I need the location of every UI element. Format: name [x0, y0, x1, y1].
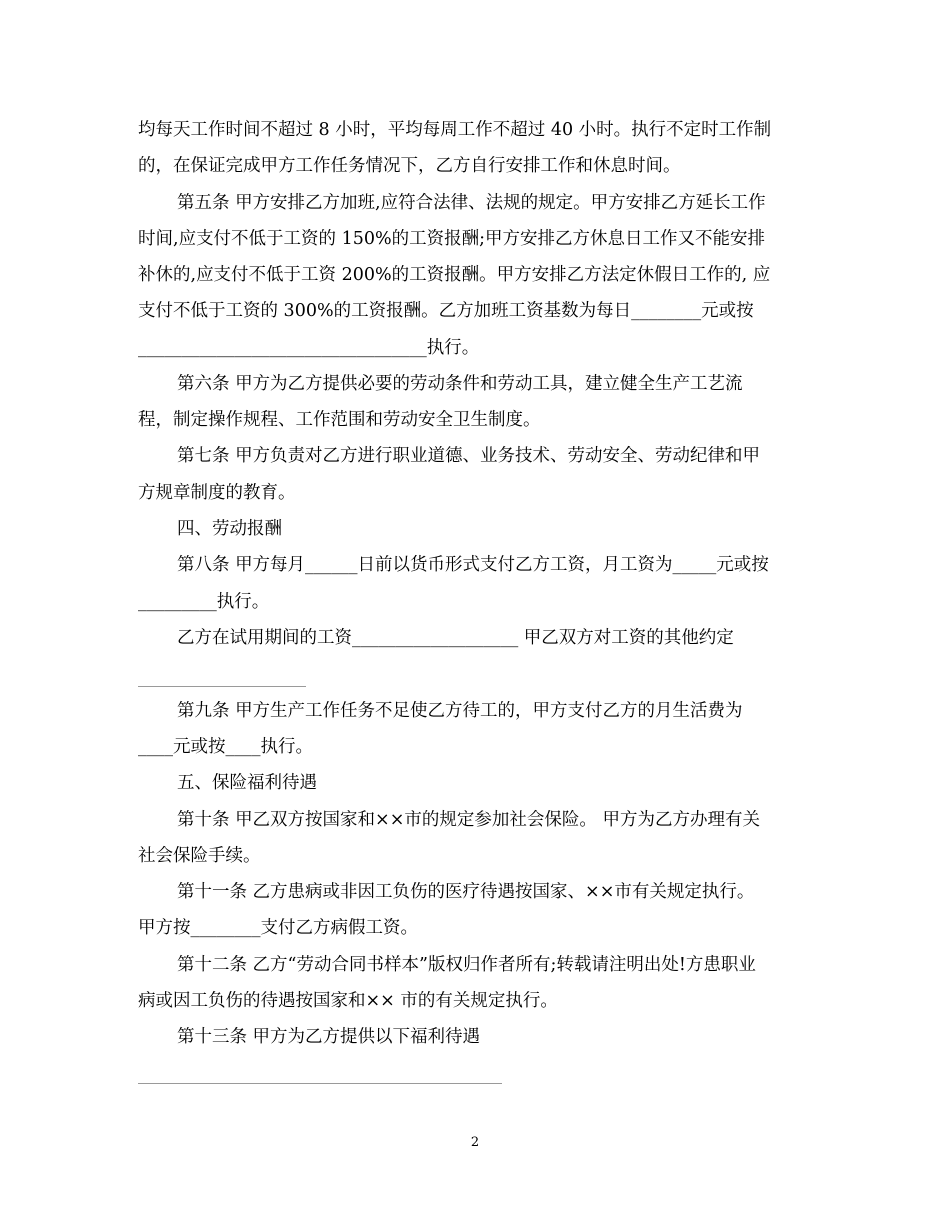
text-line: 病或因工负伤的待遇按国家和×× 市的有关规定执行。	[138, 991, 558, 1011]
text-line: ____元或按____执行。	[138, 737, 313, 757]
text-line: 时间,应支付不低于工资的 150%的工资报酬;甲方安排乙方休息日工作又不能安排	[138, 229, 766, 249]
text-line: 甲方按________支付乙方病假工资。	[138, 918, 418, 938]
text-line: 补休的,应支付不低于工资 200%的工资报酬。甲方安排乙方法定休假日工作的, 应	[138, 265, 771, 285]
probation-pay-line: 乙方在试用期间的工资___________________ 甲乙双方对工资的其他约定	[177, 628, 734, 648]
section-heading-insurance-welfare: 五、保险福利待遇	[177, 773, 317, 793]
article-8-heading-line: 第八条 甲方每月______日前以货币形式支付乙方工资，月工资为_____元或按	[177, 555, 769, 575]
text-line: 支付不低于工资的 300%的工资报酬。乙方加班工资基数为每日________元或按	[138, 301, 754, 321]
text-line: 社会保险手续。	[138, 846, 261, 866]
article-5-heading-line: 第五条 甲方安排乙方加班,应符合法律、法规的规定。甲方安排乙方延长工作	[177, 193, 766, 213]
article-10-heading-line: 第十条 甲乙双方按国家和××市的规定参加社会保险。 甲方为乙方办理有关	[177, 810, 760, 830]
text-line: 的，在保证完成甲方工作任务情况下，乙方自行安排工作和休息时间。	[138, 156, 681, 176]
blank-fill-rule	[138, 686, 306, 687]
article-7-heading-line: 第七条 甲方负责对乙方进行职业道德、业务技术、劳动安全、劳动纪律和甲	[177, 446, 761, 466]
article-11-heading-line: 第十一条 乙方患病或非因工负伤的医疗待遇按国家、××市有关规定执行。	[177, 882, 755, 902]
article-6-heading-line: 第六条 甲方为乙方提供必要的劳动条件和劳动工具，建立健全生产工艺流	[177, 374, 743, 394]
text-line: 均每天工作时间不超过 8 小时，平均每周工作不超过 40 小时。执行不定时工作制	[138, 120, 772, 140]
blank-fill-rule	[138, 1083, 502, 1084]
article-12-heading-line: 第十二条 乙方“劳动合同书样本”版权归作者所有;转载请注明出处!方患职业	[177, 955, 756, 975]
page-number: 2	[470, 1135, 480, 1150]
text-line: 程，制定操作规程、工作范围和劳动安全卫生制度。	[138, 410, 541, 430]
section-heading-labor-pay: 四、劳动报酬	[177, 519, 282, 539]
text-line: 方规章制度的教育。	[138, 483, 296, 503]
article-13-heading-line: 第十三条 甲方为乙方提供以下福利待遇	[177, 1027, 481, 1047]
article-9-heading-line: 第九条 甲方生产工作任务不足使乙方待工的，甲方支付乙方的月生活费为	[177, 701, 743, 721]
text-line: _________________________________执行。	[138, 338, 480, 358]
text-line: _________执行。	[138, 592, 270, 612]
